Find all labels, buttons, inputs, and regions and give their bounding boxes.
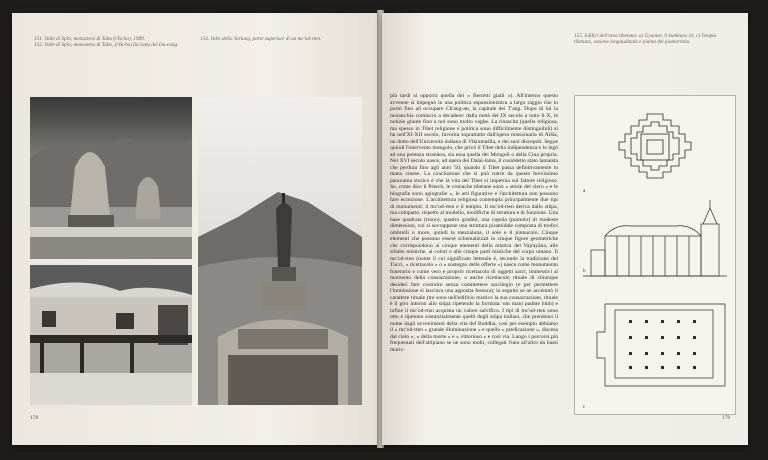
figure-letter-c: c [583, 405, 586, 410]
body-text: più tardi si opporrà quella dei « Berretti gialli »). All'interno questo avvenne si impegnò in una politica espansionistica a largo raggio che lo portò fino ad occupare Ch'ang-an, la capitale dei T'ang. Dopo di lui la monarchia cominciò a decadere: dalla metà del IX secolo a tutto il X, le notizie giunte fino a noi sono molto vaghe. La rinascita (quella religiosa, ma spesso in Tibet religione e politica sono difficilmente distinguibili) si ha nell'XI-XII secolo, favorita soprattutto dall'opera missionaria di Atīśa, un dotto dell'Università indiana di Vikramaśīla, e dei suoi discepoli. Segue quindi l'intervento mongolo, che privò il Tibet della indipendenza e lo legò ad una potenza straniera, sia essa quella dei Mongoli o della Cina propria. Nel XVI secolo nasce, ad opera dei Dalai-lama, il cosiddetto stato lamaista che perdura fino agli anni '50, quando il Tibet passa definitivamente in mano cinese. La conclusione che si può trarre da questo brevissimo panorama storico è che la vita del Tibet si impernia sul fattore religioso. Se, come dice il Petech, le cronache tibetane sono « storie del clero » e le biografie sono agiografie », le arti figurative e l'architettura non possono fare eccezione. L'architettura religiosa contempla principalmente due tipi di monumenti: il mc'od-rten e il tempio. Il mc'od-rten deriva dallo stūpa, ma compatto, rispetto al modello, modifiche di struttura e di funzione. Una base quadrata (trono), quattro gradini, una cupola (pomolo) di modeste dimensioni, cui si sovrappone una struttura piramidale composta di tredici ombrelli o more, quindi la mezzaluna, il sole e il pinnacolo. Cinque elementi che possono essere schematizzati in cinque figure geometriche che corrispondono ai cinque elementi della mistica del Vajrayāna, alle sillabe mistiche, ai colori e alle cinque parti mistiche del corpo umano. Il mc'od-rten (nome il cui significato letterale è, secondo la tradizione del Tucci, « ricettacolo » o « sostegno delle offerte ») nasce come monumento funerario e come vero e proprio ricettacolo di oggetti sacri, immessivi al momento della consacrazione, o anche ricettacolo rituale di chiunque desideri fare costruire senza commettere sacrilegio (e per permettere l'immissione si lasciava una apposita fessura); in seguito se ne accentuò il carattere rituale (tre sono nell'edificio mistico la sua consacrazione, rituale è il giro intorno allo stūpa ripetendo la formula: om mani padme hūṁ) e infine il mc'od-rten acquista un valore salvifico. I tipi di mc'od-rten sono otto e ripetono sostanzialmente quelli degli stūpa indiani, che prendono il nome dagli avvenimenti della vita del Buddha, così per esempio abbiamo il « mc'od-rten » grande illuminazione » e quello « predicazione », discesa dal cielo », « della morte » e « vittorioso » e così via. Lungo i percorsi più frequentati dell'altipiano se ne sono molti, collegati l'uno all'altro da bassi muric- [390, 93, 558, 353]
photo-tabo-stupas [30, 97, 192, 259]
architectural-plate [574, 95, 736, 415]
left-page [12, 13, 379, 445]
temple-plan-drawing [597, 304, 725, 386]
right-photo-caption: 154. Valle dello Yarlung, parte superiore di un mc'od-rten. [200, 36, 322, 42]
body-text-column [390, 93, 558, 353]
right-page [382, 13, 748, 445]
photo-yarlung-chorten [198, 97, 362, 405]
left-caption-2: 152. Valle di Spiti, monastero di Tabo, (rTa-bo) facciata del Du-cang. [34, 42, 179, 48]
figure-caption: 155. Edifici dell'area tibetana: a) Gyantse, il kumbum; b), c) Tempio tibetano, sezione longitudinale e pianta del pianterreno. [574, 33, 717, 46]
figure-letter-a: a [583, 189, 586, 194]
temple-section-drawing [583, 200, 727, 276]
photo-tabo-facade [30, 265, 192, 405]
left-caption-1: 151. Valle di Spiti, monastero di Tabo (rTa-bo), 1989. [34, 36, 145, 42]
figure-letter-b: b [583, 269, 586, 274]
kumbum-plan-drawing [619, 114, 691, 178]
page-number-left: 178 [30, 415, 39, 421]
page-number-right: 179 [722, 415, 731, 421]
